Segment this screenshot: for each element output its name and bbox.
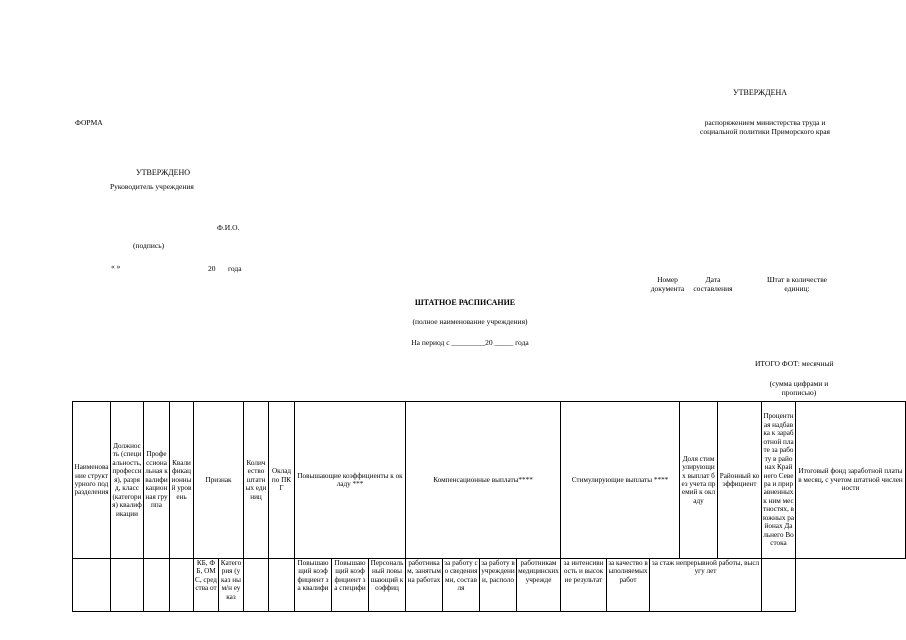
sub-header-stim-quality-text: за качество выполняемых работ [608, 559, 648, 584]
sub-header-comp-work-conditions [406, 559, 443, 612]
sub-cell-empty [73, 559, 111, 612]
sub-header-comp-secret-data-text: за работу со сведениями, составля [444, 559, 478, 593]
col-header-incentive-share: Доля стимулирующих выплат без учета премий к окладу [680, 402, 718, 559]
approved-right-heading: УТВЕРЖДЕНА [733, 88, 788, 97]
sub-header-coef-personal [369, 559, 406, 612]
col-header-compensation: Компенсационные выплаты**** [406, 402, 561, 559]
sub-cell-empty [144, 559, 170, 612]
date-year: 20 [208, 264, 216, 273]
staff-units-label: Штат в количестве единиц: [766, 275, 828, 293]
fot-sum-note: (сумма цифрами и прописью) [769, 379, 829, 397]
sub-cell-empty [269, 559, 295, 612]
sub-header-stim-intensity-text: за интенсивность и высокие результат [563, 559, 604, 584]
col-header-sign: Признак [194, 402, 244, 559]
sub-header-coef-qualification-text: Повышающий коэффициент за квалифи [297, 559, 329, 593]
document-title: ШТАТНОЕ РАСПИСАНИЕ [414, 298, 516, 307]
col-header-subdivision: Наименование структурного подразделения [73, 402, 111, 559]
sub-header-stim-quality [607, 559, 650, 612]
sub-cell-empty [111, 559, 144, 612]
staffing-table [72, 401, 906, 612]
sub-header-coef-qualification [295, 559, 332, 612]
col-header-qual-level: Квалификационный уровень [170, 402, 194, 559]
col-header-regional-coef: Районный коэффициент [718, 402, 762, 559]
sub-header-funding-source [194, 559, 219, 612]
sub-header-comp-secret-data [443, 559, 480, 612]
sub-header-comp-location [480, 559, 517, 612]
sub-header-coef-specific-text: Повышающий коэффициент за специфи [334, 559, 366, 593]
doc-number-label: Номер документа [650, 275, 685, 293]
col-header-salary: Оклад по ПКГ [269, 402, 295, 559]
sub-header-comp-work-conditions-text: работникам, занятым на работах [407, 559, 441, 584]
sub-header-stim-seniority-text: за стаж непрерывной работы, выслугу лет [651, 559, 760, 576]
sub-header-comp-medical [517, 559, 561, 612]
sub-cell-empty [762, 559, 796, 612]
sub-cell-empty [244, 559, 269, 612]
date-quotes: « » [111, 262, 121, 271]
date-year-suffix: года [228, 264, 242, 273]
sub-header-coef-personal-text: Персональный повышающий коэффиц [370, 559, 404, 593]
col-header-staff-count: Количество штатных единиц [244, 402, 269, 559]
signature-label: (подпись) [133, 241, 165, 250]
col-header-north-allowance: Процентная надбавка к заработной плате за работу в районах Крайнего Севера и приравненных к ним местностях, в южных районах Дальнего Востока [762, 402, 796, 559]
col-header-incentive: Стимулирующие выплаты **** [561, 402, 680, 559]
sub-cell-empty [170, 559, 194, 612]
fio-label: Ф.И.О. [217, 223, 240, 232]
sub-header-coef-specific [332, 559, 369, 612]
period-line: На период с _________20 _____ года [411, 338, 529, 347]
sub-header-category-text: Категория (указ ным/н еуказ [220, 559, 242, 601]
institution-name-placeholder: (полное наименование учреждения) [412, 317, 528, 326]
sub-header-comp-medical-text: работникам медицинских учрежде [518, 559, 559, 584]
sub-header-funding-source-text: КБ, ФБ, ОМС, средства от [195, 559, 217, 593]
doc-date-label: Дата составления [693, 275, 733, 293]
head-of-institution: Руководитель учреждения [110, 182, 194, 191]
col-header-coefficients: Повышающие коэффициенты к окладу *** [295, 402, 406, 559]
sub-header-stim-seniority [650, 559, 762, 612]
form-label: ФОРМА [75, 118, 103, 127]
order-reference: распоряжением министерства труда и социальной политики Приморского края [699, 118, 831, 136]
fot-label: ИТОГО ФОТ: месячный [755, 359, 834, 368]
sub-header-category [219, 559, 244, 612]
sub-header-stim-intensity [561, 559, 607, 612]
col-header-prof-group: Профессиональная квалификационная группа [144, 402, 170, 559]
approved-left-heading: УТВЕРЖДЕНО [136, 168, 191, 177]
col-header-total-fund: Итоговый фонд заработной платы в месяц, с учетом штатной численности [796, 402, 906, 559]
sub-header-comp-location-text: за работу в учреждении, располо [481, 559, 515, 584]
col-header-position: Должность (специальность, профессия), разряд, класс (категория) квалификации [111, 402, 144, 559]
